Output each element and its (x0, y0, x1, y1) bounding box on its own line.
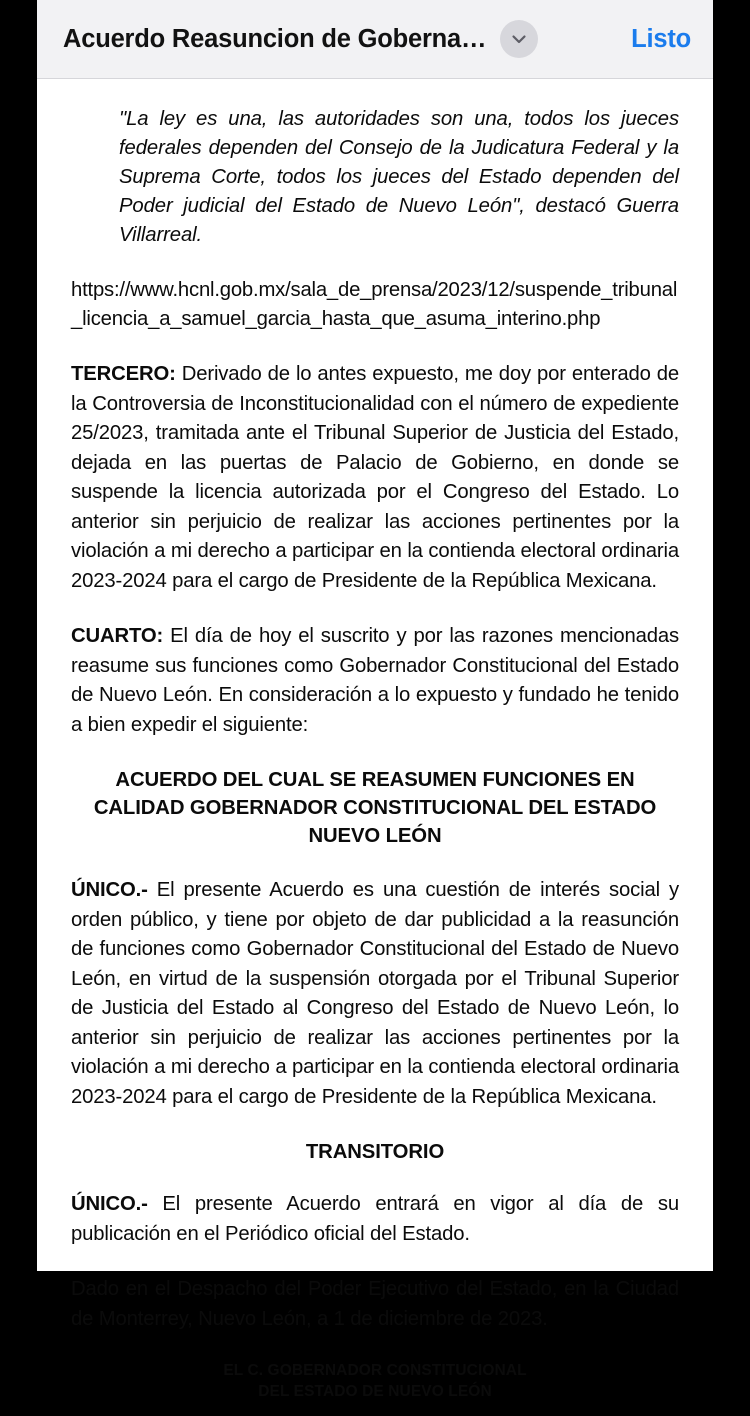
document-body (37, 79, 713, 1416)
signature-line-2: DEL ESTADO DE NUEVO LEÓN (258, 1383, 492, 1400)
paragraph-tercero (71, 360, 679, 596)
signature-line-1: EL C. GOBERNADOR CONSTITUCIONAL (223, 1362, 527, 1379)
quote-paragraph: "La ley es una, las autoridades son una, todos los jueces federales dependen del Consejo de la Judicatura Federal y la Suprema Corte, todos los jueces del Estado dependen del Poder judicial del Estado de Nuevo León", destacó Guerra Villarreal. (119, 108, 679, 246)
chevron-down-icon[interactable] (500, 20, 538, 58)
bottom-spacer (71, 1402, 679, 1416)
unico-primero-text: El presente Acuerdo es una cuestión de interés social y orden público, y tiene por objeto de dar publicidad a la reasunción de funciones como Gobernador Constitucional del Estado de Nuevo León, en virtud de la suspensión otorgada por el Tribunal Superior de Justicia del Estado al Congreso del Estado de Nuevo León, lo anterior sin perjuicio de realizar las acciones pertinentes por la violación a mi derecho a participar en la contienda electoral ordinaria 2023-2024 para el cargo de Presidente de la República Mexicana. (71, 879, 679, 1108)
paragraph-tercero-text: Derivado de lo antes expuesto, me doy por enterado de la Controversia de Inconstitucionalidad con el número de expediente 25/2023, tramitada ante el Tribunal Superior de Justicia del Estado, dejada en las puertas de Palacio de Gobierno, en donde se suspende la licencia autorizada por el Congreso del Estado. Lo anterior sin perjuicio de realizar las acciones pertinentes por la violación a mi derecho a participar en la contienda electoral ordinaria 2023-2024 para el cargo de Presidente de la República Mexicana. (71, 363, 679, 592)
paragraph-cuarto (71, 622, 679, 740)
paragraph-cuarto-text: El día de hoy el suscrito y por las razones mencionadas reasume sus funciones como Gobernador Constitucional del Estado de Nuevo León. En consideración a lo expuesto y fundado he tenido a bien expedir el siguiente: (71, 625, 679, 736)
heading-acuerdo: ACUERDO DEL CUAL SE REASUMEN FUNCIONES EN CALIDAD GOBERNADOR CONSTITUCIONAL DEL ESTADO NUEVO LEÓN (93, 769, 657, 847)
unico-segundo-text: El presente Acuerdo entrará en vigor al día de su publicación en el Periódico oficial del Estado. (71, 1193, 679, 1245)
unico-segundo-label: ÚNICO.- (71, 1193, 148, 1215)
source-url: https://www.hcnl.gob.mx/sala_de_prensa/2023/12/suspende_tribunal_licencia_a_samuel_garcia_hasta_que_asuma_interino.php (71, 279, 678, 330)
paragraph-unico-segundo (71, 1190, 679, 1249)
unico-primero-label: ÚNICO.- (71, 879, 148, 901)
viewer-header (37, 0, 713, 79)
paragraph-unico-primero (71, 876, 679, 1112)
document-title: Acuerdo Reasuncion de Goberna… (63, 24, 487, 53)
paragraph-tercero-label: TERCERO: (71, 363, 176, 385)
signature-block (71, 1360, 679, 1402)
paragraph-closing: Dado en el Despacho del Poder Ejecutivo del Estado, en la Ciudad de Monterrey, Nuevo León, a 1 de diciembre de 2023. (71, 1278, 679, 1330)
done-button[interactable]: Listo (631, 24, 691, 53)
document-viewer (37, 0, 713, 1400)
heading-transitorio: TRANSITORIO (305, 1141, 445, 1163)
paragraph-cuarto-label: CUARTO: (71, 625, 164, 647)
